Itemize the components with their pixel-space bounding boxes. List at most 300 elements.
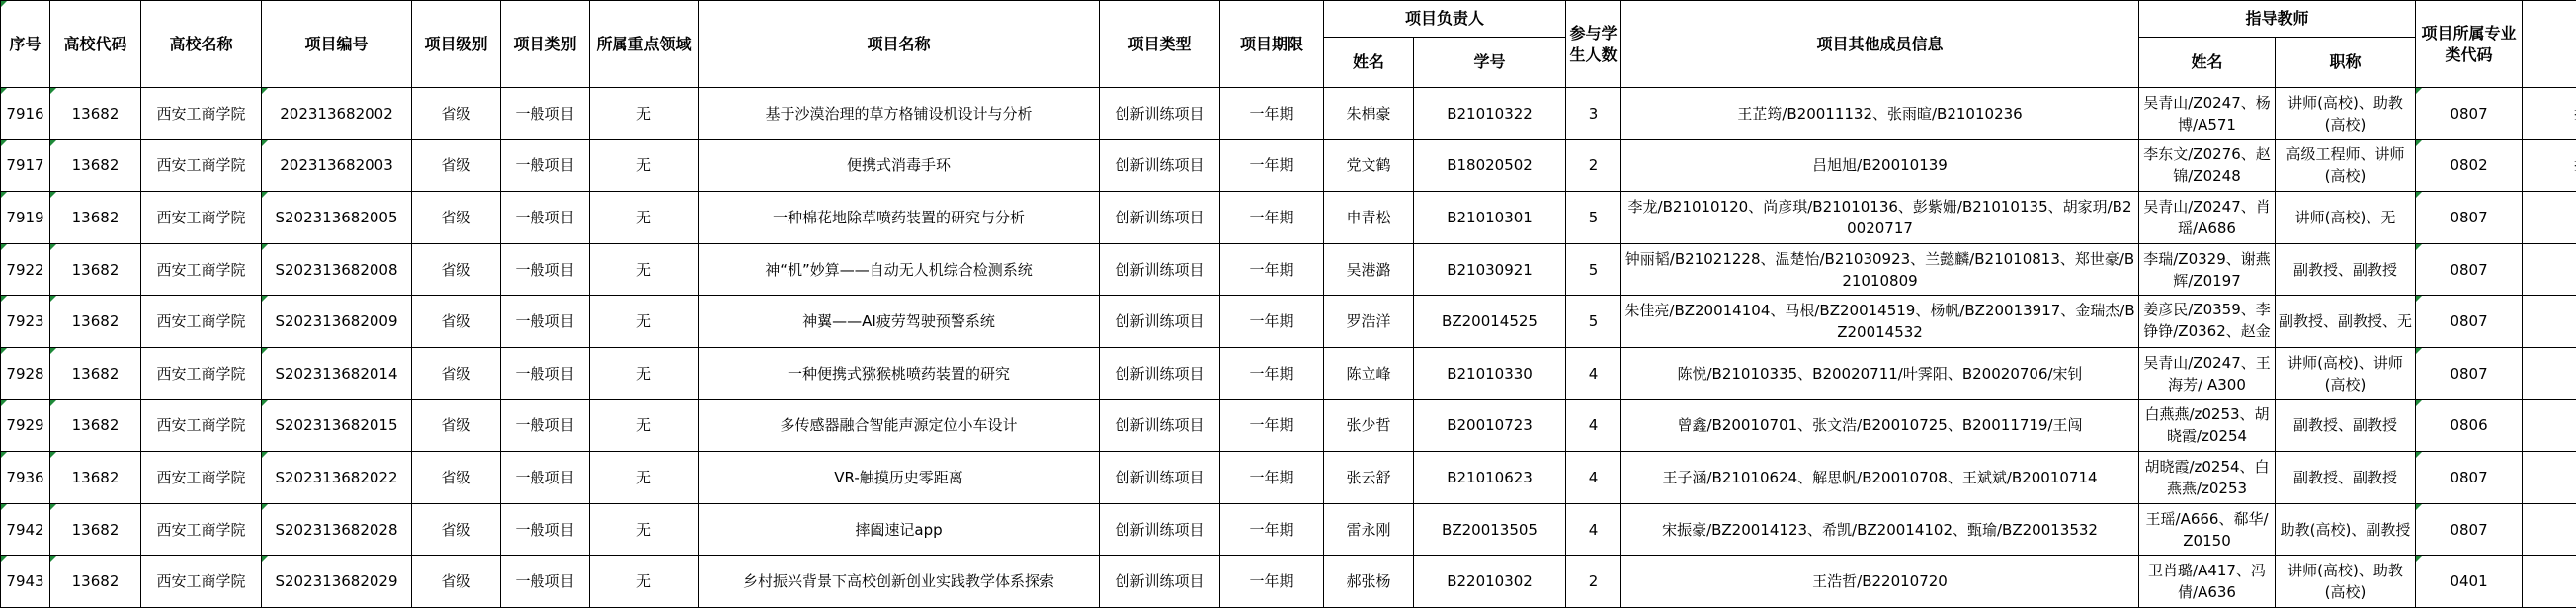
cell-remark	[2523, 399, 2576, 452]
cell-school-name	[141, 296, 262, 348]
cell-category	[501, 139, 590, 192]
cell-period	[1220, 503, 1324, 556]
cell-text: 摔阖速记app	[855, 520, 943, 539]
cell-school-code	[50, 296, 141, 348]
cell-text: 7936	[6, 468, 44, 486]
cell-teacher-title	[2276, 192, 2416, 244]
cell-major-code	[2416, 296, 2523, 348]
cell-text: 李龙/B21010120、尚彦琪/B21010136、彭紫姗/B21010135、胡家玥/B20020717	[1627, 197, 2132, 237]
header-major-code: 项目所属专业类代码	[2416, 1, 2523, 88]
cell-text: 13682	[71, 468, 120, 486]
cell-student-count	[1566, 503, 1621, 556]
cell-level	[412, 347, 501, 399]
cell-type	[1100, 139, 1220, 192]
cell-text: BZ20014525	[1442, 312, 1537, 331]
cell-text: 0807	[2450, 260, 2488, 279]
cell-text: 一年期	[1249, 208, 1294, 226]
header-teacher-title: 职称	[2276, 38, 2416, 88]
cell-leader-id	[1414, 503, 1566, 556]
cell-text: 7917	[6, 156, 44, 175]
cell-text: 多传感器融合智能声源定位小车设计	[780, 416, 1018, 435]
cell-text: 一年期	[1249, 312, 1294, 331]
cell-category	[501, 243, 590, 296]
cell-text: 省级	[441, 416, 471, 435]
cell-text: 雷永刚	[1346, 520, 1391, 539]
cell-text: 7916	[6, 104, 44, 123]
cell-project-no	[262, 243, 412, 296]
cell-text: 无	[635, 520, 651, 539]
cell-text: B20010723	[1447, 416, 1533, 435]
cell-major-code	[2416, 452, 2523, 504]
cell-type	[1100, 88, 1220, 140]
cell-text: 0807	[2450, 520, 2488, 539]
cell-text: S202313682015	[275, 416, 398, 435]
cell-major-code	[2416, 347, 2523, 399]
cell-text: 13682	[71, 260, 120, 279]
cell-major-code	[2416, 556, 2523, 608]
cell-project-no	[262, 192, 412, 244]
cell-remark	[2523, 556, 2576, 608]
cell-text: 一般项目	[515, 260, 575, 279]
cell-category	[501, 192, 590, 244]
cell-seq	[1, 243, 50, 296]
cell-key-area	[590, 243, 699, 296]
cell-remark	[2523, 347, 2576, 399]
cell-text: B21010322	[1447, 104, 1533, 123]
cell-teacher-title	[2276, 452, 2416, 504]
cell-text: 西安工商学院	[156, 468, 246, 486]
cell-text: 神翼——AI疲劳驾驶预警系统	[802, 312, 995, 331]
cell-leader-id	[1414, 347, 1566, 399]
cell-text: 无	[635, 208, 651, 226]
cell-school-name	[141, 452, 262, 504]
cell-seq	[1, 139, 50, 192]
cell-type	[1100, 347, 1220, 399]
cell-key-area	[590, 452, 699, 504]
cell-remark	[2523, 452, 2576, 504]
cell-text: 王瑶/A666、郗华/Z0150	[2145, 509, 2269, 550]
cell-text: 一般项目	[515, 468, 575, 486]
cell-text: 卫肖璐/A417、冯倩/A636	[2148, 562, 2266, 602]
header-leader-name: 姓名	[1324, 38, 1414, 88]
cell-teacher-title	[2276, 347, 2416, 399]
cell-school-name	[141, 192, 262, 244]
cell-category	[501, 556, 590, 608]
cell-text: S202313682005	[275, 208, 398, 226]
cell-text: 13682	[71, 520, 120, 539]
cell-text: 创新训练项目	[1115, 572, 1205, 591]
cell-text: 副教授、副教授	[2293, 260, 2398, 279]
cell-text: 申青松	[1346, 208, 1391, 226]
table-row	[1, 399, 2576, 452]
cell-text: 姜彦民/Z0359、李铮铮/Z0362、赵金	[2143, 301, 2271, 341]
cell-level	[412, 503, 501, 556]
cell-text: 4	[1588, 364, 1599, 383]
cell-teacher-title	[2276, 296, 2416, 348]
cell-category	[501, 296, 590, 348]
cell-level	[412, 296, 501, 348]
cell-members	[1621, 347, 2139, 399]
header-category: 项目类别	[501, 1, 590, 88]
cell-text: 创新训练项目	[1115, 104, 1205, 123]
cell-level	[412, 399, 501, 452]
cell-period	[1220, 88, 1324, 140]
cell-text: B21010623	[1447, 468, 1533, 486]
cell-teacher-title	[2276, 88, 2416, 140]
cell-period	[1220, 243, 1324, 296]
cell-type	[1100, 556, 1220, 608]
cell-text: 宋振豪/BZ20014123、希凯/BZ20014102、甄瑜/BZ20013532	[1662, 520, 2098, 539]
cell-major-code	[2416, 243, 2523, 296]
table-row	[1, 296, 2576, 348]
cell-text: 西安工商学院	[156, 572, 246, 591]
cell-project-name	[699, 347, 1100, 399]
cell-text: B18020502	[1447, 156, 1533, 175]
cell-text: 讲师(高校)、助教(高校)	[2287, 562, 2403, 602]
cell-text: 钟丽韬/B21021228、温楚怡/B21030923、兰懿麟/B21010813、郑世豪/B21010809	[1624, 249, 2135, 290]
header-leader-id: 学号	[1414, 38, 1566, 88]
cell-text: 0806	[2450, 416, 2488, 435]
cell-text: 乡村振兴背景下高校创新创业实践教学体系探索	[742, 572, 1054, 591]
cell-text: 0807	[2450, 364, 2488, 383]
cell-text: 讲师(高校)、助教(高校)	[2287, 93, 2403, 133]
cell-members	[1621, 503, 2139, 556]
cell-type	[1100, 243, 1220, 296]
cell-teacher-name	[2139, 139, 2276, 192]
cell-seq	[1, 556, 50, 608]
cell-school-code	[50, 347, 141, 399]
cell-text: 无	[635, 572, 651, 591]
cell-school-code	[50, 503, 141, 556]
cell-student-count	[1566, 243, 1621, 296]
cell-text: 0401	[2450, 572, 2488, 591]
header-teacher-name: 姓名	[2139, 38, 2276, 88]
cell-members	[1621, 399, 2139, 452]
cell-type	[1100, 296, 1220, 348]
cell-text: 7923	[6, 312, 44, 331]
cell-text: 7942	[6, 520, 44, 539]
header-type: 项目类型	[1100, 1, 1220, 88]
cell-text: 王浩哲/B22010720	[1812, 572, 1948, 591]
cell-text: 一种便携式猕猴桃喷药装置的研究	[787, 364, 1010, 383]
cell-text: 创新训练项目	[1115, 260, 1205, 279]
cell-project-no	[262, 452, 412, 504]
cell-category	[501, 88, 590, 140]
cell-seq	[1, 399, 50, 452]
cell-project-name	[699, 139, 1100, 192]
table-row	[1, 139, 2576, 192]
cell-members	[1621, 452, 2139, 504]
cell-text: 省级	[441, 520, 471, 539]
cell-text: 创新训练项目	[1115, 416, 1205, 435]
cell-text: 0802	[2450, 156, 2488, 175]
cell-period	[1220, 556, 1324, 608]
cell-seq	[1, 296, 50, 348]
cell-text: 西安工商学院	[156, 312, 246, 331]
cell-text: 一般项目	[515, 104, 575, 123]
header-level: 项目级别	[412, 1, 501, 88]
cell-school-code	[50, 243, 141, 296]
cell-text: 便携式消毒手环	[846, 156, 951, 175]
cell-text: 13682	[71, 364, 120, 383]
header-remark	[2523, 1, 2576, 88]
table-row	[1, 243, 2576, 296]
cell-text: 白燕燕/z0253、胡晓霞/z0254	[2144, 405, 2270, 446]
cell-remark	[2523, 243, 2576, 296]
cell-text: 创新训练项目	[1115, 468, 1205, 486]
cell-text: 张云舒	[1346, 468, 1391, 486]
cell-project-no	[262, 296, 412, 348]
header-school-name: 高校名称	[141, 1, 262, 88]
cell-text: 朱棉豪	[1346, 104, 1391, 123]
cell-seq	[1, 452, 50, 504]
cell-school-code	[50, 88, 141, 140]
cell-text: 4	[1588, 468, 1599, 486]
cell-period	[1220, 452, 1324, 504]
cell-level	[412, 139, 501, 192]
cell-text: 0807	[2450, 208, 2488, 226]
cell-school-name	[141, 347, 262, 399]
cell-level	[412, 243, 501, 296]
table-row	[1, 347, 2576, 399]
header-student-count: 参与学生人数	[1566, 1, 1621, 88]
cell-text: 4	[1588, 416, 1599, 435]
cell-text: 西安工商学院	[156, 156, 246, 175]
cell-text: 讲师(高校)、讲师(高校)	[2287, 353, 2403, 394]
cell-members	[1621, 192, 2139, 244]
cell-text: 胡晓霞/z0254、白燕燕/z0253	[2144, 457, 2270, 497]
cell-teacher-name	[2139, 399, 2276, 452]
cell-text: S202313682008	[275, 260, 398, 279]
cell-text: 省级	[441, 364, 471, 383]
cell-school-name	[141, 139, 262, 192]
cell-major-code	[2416, 399, 2523, 452]
cell-text: 副教授、副教授	[2293, 468, 2398, 486]
cell-leader-id	[1414, 452, 1566, 504]
cell-level	[412, 452, 501, 504]
cell-text: 5	[1588, 312, 1599, 331]
cell-text: 一年期	[1249, 468, 1294, 486]
cell-text: 13682	[71, 416, 120, 435]
cell-school-code	[50, 452, 141, 504]
cell-text: 一年期	[1249, 572, 1294, 591]
cell-text: 一年期	[1249, 104, 1294, 123]
cell-text: 陈悦/B21010335、B20020711/叶霁阳、B20020706/宋钊	[1677, 364, 2083, 383]
cell-type	[1100, 452, 1220, 504]
cell-level	[412, 556, 501, 608]
cell-text: 省级	[441, 156, 471, 175]
cell-teacher-name	[2139, 347, 2276, 399]
cell-seq	[1, 192, 50, 244]
cell-key-area	[590, 347, 699, 399]
cell-text: 一年期	[1249, 156, 1294, 175]
cell-text: 张少哲	[1346, 416, 1391, 435]
cell-project-name	[699, 192, 1100, 244]
cell-text: 0807	[2450, 468, 2488, 486]
cell-type	[1100, 399, 1220, 452]
cell-text: 202313682002	[280, 104, 393, 123]
cell-text: 一般项目	[515, 572, 575, 591]
cell-seq	[1, 503, 50, 556]
cell-leader-name	[1324, 503, 1414, 556]
cell-text: 省级	[441, 208, 471, 226]
cell-project-name	[699, 452, 1100, 504]
cell-text: 西安工商学院	[156, 364, 246, 383]
cell-text: 0807	[2450, 104, 2488, 123]
cell-text: 西安工商学院	[156, 104, 246, 123]
cell-school-name	[141, 503, 262, 556]
cell-text: B22010302	[1447, 572, 1533, 591]
cell-period	[1220, 192, 1324, 244]
cell-leader-id	[1414, 556, 1566, 608]
cell-text: 7943	[6, 572, 44, 591]
cell-school-code	[50, 556, 141, 608]
cell-text: 无	[635, 104, 651, 123]
cell-leader-id	[1414, 399, 1566, 452]
cell-text: 西安工商学院	[156, 416, 246, 435]
cell-remark	[2523, 88, 2576, 140]
cell-text: VR-触摸历史零距离	[834, 468, 963, 486]
cell-text: 13682	[71, 572, 120, 591]
cell-text: 一般项目	[515, 520, 575, 539]
header-seq: 序号	[1, 1, 50, 88]
cell-teacher-title	[2276, 556, 2416, 608]
cell-text: 吴港潞	[1346, 260, 1391, 279]
cell-text: 无	[635, 260, 651, 279]
cell-school-name	[141, 556, 262, 608]
cell-members	[1621, 139, 2139, 192]
cell-text: 吕旭旭/B20010139	[1812, 156, 1948, 175]
cell-student-count	[1566, 556, 1621, 608]
cell-text: 创新训练项目	[1115, 208, 1205, 226]
cell-text: 7919	[6, 208, 44, 226]
cell-text: 2	[1588, 572, 1599, 591]
cell-text: 13682	[71, 104, 120, 123]
header-school-code: 高校代码	[50, 1, 141, 88]
cell-leader-id	[1414, 296, 1566, 348]
cell-text: 创新训练项目	[1115, 156, 1205, 175]
cell-text: 7929	[6, 416, 44, 435]
cell-text: 一年期	[1249, 260, 1294, 279]
cell-text: S202313682028	[275, 520, 398, 539]
cell-student-count	[1566, 192, 1621, 244]
cell-project-no	[262, 347, 412, 399]
cell-text: B21010330	[1447, 364, 1533, 383]
cell-members	[1621, 243, 2139, 296]
cell-teacher-name	[2139, 556, 2276, 608]
cell-text: 一年期	[1249, 364, 1294, 383]
cell-text: 一年期	[1249, 520, 1294, 539]
cell-text: 一般项目	[515, 364, 575, 383]
cell-text: 西安工商学院	[156, 520, 246, 539]
cell-text: 一般项目	[515, 416, 575, 435]
cell-type	[1100, 192, 1220, 244]
cell-text: 曾鑫/B20010701、张文浩/B20010725、B20011719/王闯	[1677, 416, 2083, 435]
cell-text: 创新训练项目	[1115, 364, 1205, 383]
cell-text: 一年期	[1249, 416, 1294, 435]
cell-members	[1621, 296, 2139, 348]
cell-members	[1621, 88, 2139, 140]
cell-text: 一般项目	[515, 156, 575, 175]
cell-leader-id	[1414, 192, 1566, 244]
cell-text: B21030921	[1447, 260, 1533, 279]
cell-text: 4	[1588, 520, 1599, 539]
cell-text: 无	[635, 312, 651, 331]
cell-leader-name	[1324, 399, 1414, 452]
cell-category	[501, 347, 590, 399]
cell-text: 2	[1588, 156, 1599, 175]
cell-leader-name	[1324, 296, 1414, 348]
header-period: 项目期限	[1220, 1, 1324, 88]
cell-text: 吴青山/Z0247、杨博/A571	[2143, 93, 2271, 133]
cell-school-code	[50, 139, 141, 192]
cell-text: B21010301	[1447, 208, 1533, 226]
cell-teacher-name	[2139, 192, 2276, 244]
cell-text: 郝张杨	[1346, 572, 1391, 591]
cell-major-code	[2416, 139, 2523, 192]
cell-period	[1220, 347, 1324, 399]
table-row	[1, 192, 2576, 244]
table-body	[1, 88, 2576, 608]
cell-text: 西安工商学院	[156, 208, 246, 226]
cell-text: 0807	[2450, 312, 2488, 331]
cell-text: 副教授、副教授	[2293, 416, 2398, 435]
cell-project-no	[262, 503, 412, 556]
cell-text: 党文鹤	[1346, 156, 1391, 175]
cell-text: 202313682003	[280, 156, 393, 175]
cell-school-name	[141, 88, 262, 140]
cell-text: 一种棉花地除草喷药装置的研究与分析	[772, 208, 1025, 226]
cell-text: 无	[635, 364, 651, 383]
cell-text: 无	[635, 416, 651, 435]
cell-teacher-title	[2276, 399, 2416, 452]
cell-leader-name	[1324, 192, 1414, 244]
cell-members	[1621, 556, 2139, 608]
cell-text: 李东文/Z0276、赵锦/Z0248	[2143, 145, 2271, 186]
header-teacher-group: 指导教师	[2139, 1, 2416, 38]
cell-text: 基于沙漠治理的草方格铺设机设计与分析	[765, 104, 1033, 123]
cell-project-name	[699, 503, 1100, 556]
cell-text: 13682	[71, 208, 120, 226]
cell-text: 省级	[441, 260, 471, 279]
cell-student-count	[1566, 88, 1621, 140]
cell-project-no	[262, 556, 412, 608]
cell-text: 罗浩洋	[1346, 312, 1391, 331]
cell-text: 神“机”妙算——自动无人机综合检测系统	[765, 260, 1033, 279]
cell-remark	[2523, 503, 2576, 556]
cell-text: 高级工程师、讲师(高校)	[2285, 145, 2405, 186]
cell-text: 省级	[441, 104, 471, 123]
cell-key-area	[590, 556, 699, 608]
cell-text: 5	[1588, 260, 1599, 279]
cell-project-no	[262, 399, 412, 452]
cell-student-count	[1566, 399, 1621, 452]
cell-school-code	[50, 399, 141, 452]
cell-text: 副教授、副教授、无	[2279, 312, 2413, 331]
cell-text: 创新训练项目	[1115, 312, 1205, 331]
cell-school-name	[141, 399, 262, 452]
cell-school-code	[50, 192, 141, 244]
cell-teacher-name	[2139, 243, 2276, 296]
cell-text: 无	[635, 156, 651, 175]
cell-key-area	[590, 399, 699, 452]
cell-leader-name	[1324, 556, 1414, 608]
cell-student-count	[1566, 452, 1621, 504]
cell-leader-id	[1414, 88, 1566, 140]
cell-text: 7928	[6, 364, 44, 383]
cell-text: BZ20013505	[1442, 520, 1537, 539]
cell-period	[1220, 296, 1324, 348]
